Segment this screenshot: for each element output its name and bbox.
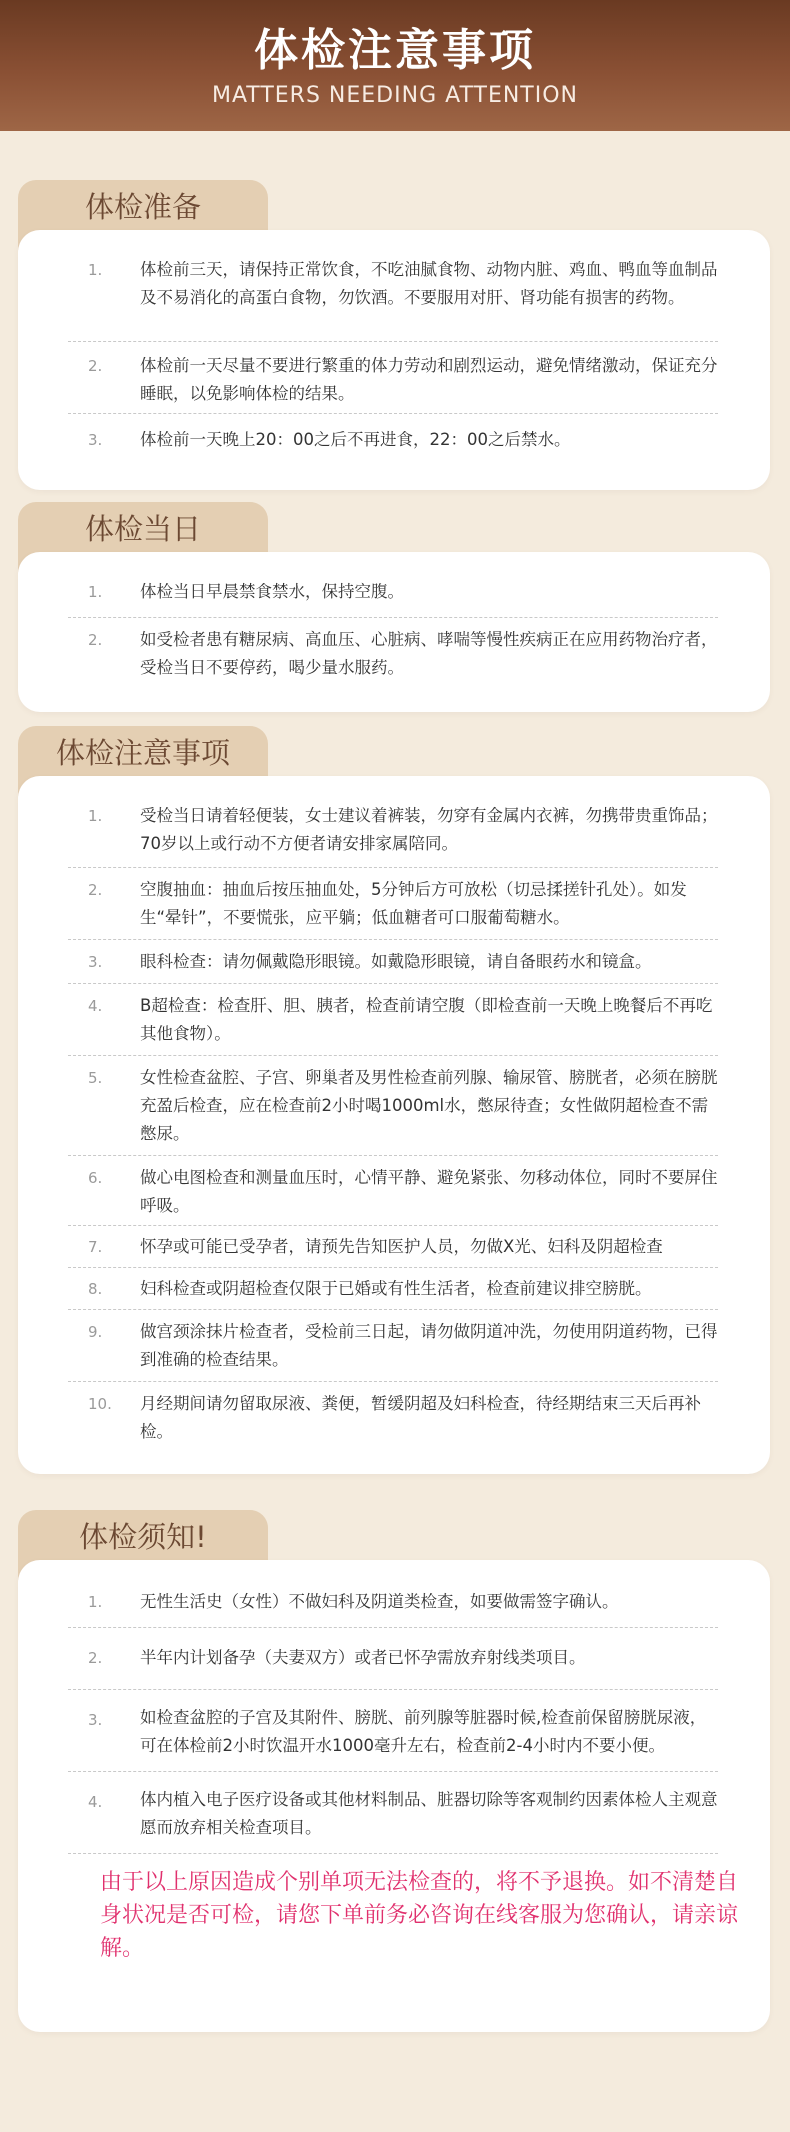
list-item: 4. B超检查：检查肝、胆、胰者，检查前请空腹（即检查前一天晚上晚餐后不再吃其他食物）。 (68, 984, 718, 1056)
section-exam-day (18, 502, 770, 712)
list-item: 8. 妇科检查或阴超检查仅限于已婚或有性生活者，检查前建议排空膀胱。 (68, 1268, 718, 1310)
section-card (18, 552, 770, 712)
section-tab: 体检注意事项 (18, 726, 268, 796)
section-tab: 体检当日 (18, 502, 268, 572)
list-item: 1. 无性生活史（女性）不做妇科及阴道类检查，如要做需签字确认。 (68, 1580, 718, 1628)
list-item: 2. 如受检者患有糖尿病、高血压、心脏病、哮喘等慢性疾病正在应用药物治疗者，受检当日不要停药，喝少量水服药。 (88, 630, 718, 677)
section-tab: 体检须知! (18, 1510, 268, 1580)
list-item: 1. 体检前三天，请保持正常饮食，不吃油腻食物、动物内脏、鸡血、鸭血等血制品及不易消化的高蛋白食物，勿饮酒。不要服用对肝、肾功能有损害的药物。 (68, 250, 718, 342)
list-item: 2. 半年内计划备孕（夫妻双方）或者已怀孕需放弃射线类项目。 (68, 1628, 718, 1690)
list-item: 10. 月经期间请勿留取尿液、粪便，暂缓阴超及妇科检查，待经期结束三天后再补检。 (88, 1394, 701, 1441)
list-item: 7. 怀孕或可能已受孕者，请预先告知医护人员，勿做X光、妇科及阴超检查 (68, 1226, 718, 1268)
section-card (18, 1560, 770, 2032)
page-title: 体检注意事项 (254, 25, 536, 76)
list-item: 5. 女性检查盆腔、子宫、卵巢者及男性检查前列腺、输尿管、膀胱者，必须在膀胱充盈后检查，应在检查前2小时喝1000ml水，憋尿待查；女性做阴超检查不需憋尿。 (68, 1056, 718, 1156)
section-card (18, 776, 770, 1474)
list-item: 3. 如检查盆腔的子宫及其附件、膀胱、前列腺等脏器时候,检查前保留膀胱尿液，可在体检前2小时饮温开水1000毫升左右，检查前2-4小时内不要小便。 (68, 1690, 718, 1772)
list-item: 1. 受检当日请着轻便装，女士建议着裤装，勿穿有金属内衣裤，勿携带贵重饰品；70岁以上或行动不方便者请安排家属陪同。 (68, 796, 718, 868)
section-precautions (18, 726, 770, 1474)
list-item: 9. 做宫颈涂抹片检查者，受检前三日起，请勿做阴道冲洗，勿使用阴道药物，已得到准确的检查结果。 (68, 1310, 718, 1382)
refund-notice: 由于以上原因造成个别单项无法检查的，将不予退换。如不清楚自身状况是否可检，请您下单前务必咨询在线客服为您确认，请亲谅解。 (100, 1870, 739, 1961)
section-preparation (18, 180, 770, 490)
list-item: 4. 体内植入电子医疗设备或其他材料制品、脏器切除等客观制约因素体检人主观意愿而放弃相关检查项目。 (68, 1772, 718, 1854)
list-item: 2. 空腹抽血：抽血后按压抽血处，5分钟后方可放松（切忌揉搓针孔处）。如发生“晕针”，不要慌张，应平躺；低血糖者可口服葡萄糖水。 (68, 868, 718, 940)
page-header (0, 0, 790, 131)
list-item: 1. 体检当日早晨禁食禁水，保持空腹。 (68, 572, 718, 618)
list-item: 2. 体检前一天尽量不要进行繁重的体力劳动和剧烈运动，避免情绪激动，保证充分睡眠，以免影响体检的结果。 (68, 342, 718, 414)
list-item: 3. 眼科检查：请勿佩戴隐形眼镜。如戴隐形眼镜，请自备眼药水和镜盒。 (68, 940, 718, 984)
section-notice (18, 1510, 770, 2032)
page-subtitle: MATTERS NEEDING ATTENTION (211, 83, 579, 108)
section-tab: 体检准备 (18, 180, 268, 250)
list-item: 3. 体检前一天晚上20：00之后不再进食，22：00之后禁水。 (88, 430, 571, 449)
section-card (18, 230, 770, 490)
list-item: 6. 做心电图检查和测量血压时，心情平静、避免紧张、勿移动体位，同时不要屏住呼吸。 (68, 1156, 718, 1226)
